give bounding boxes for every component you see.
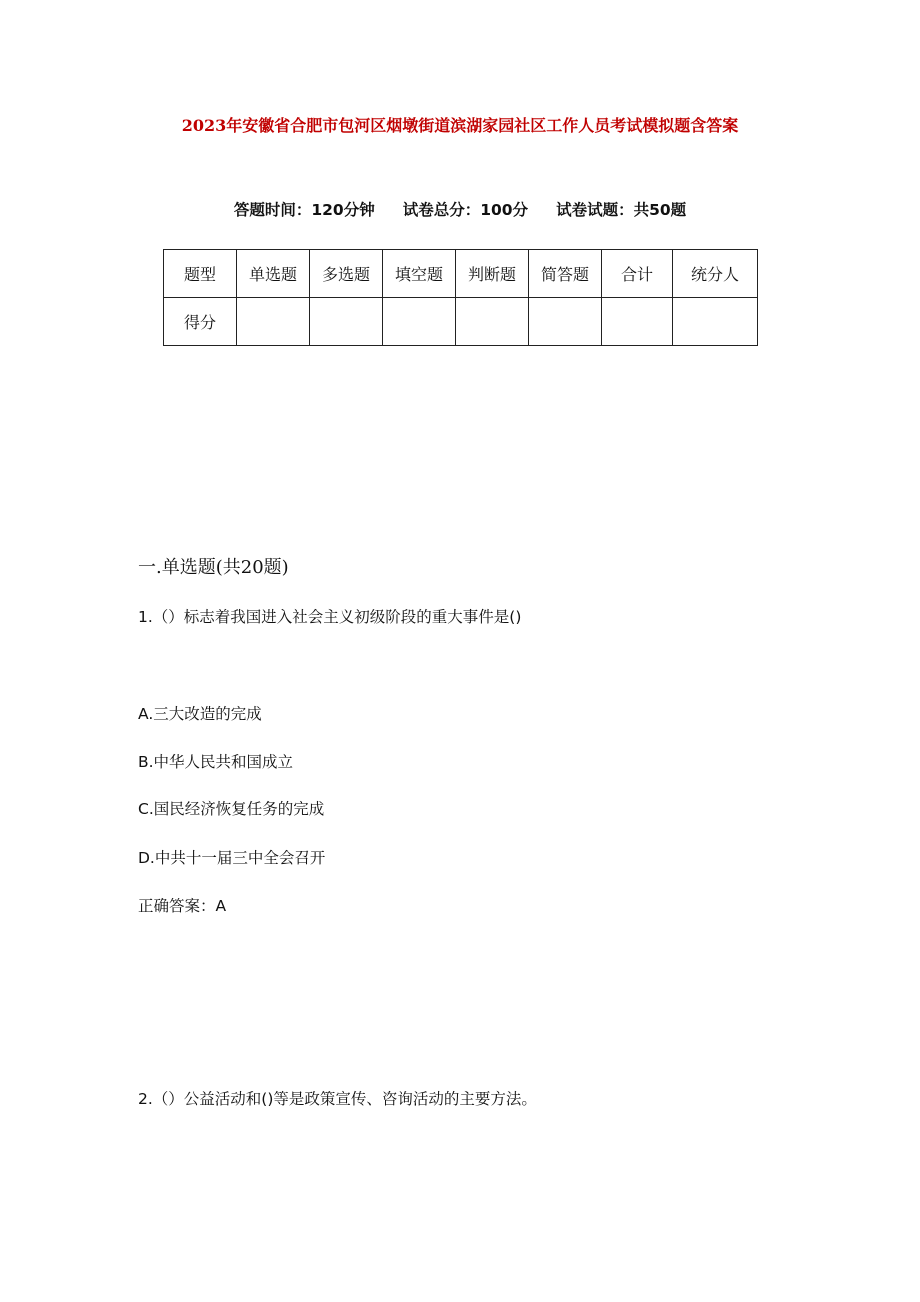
header-cell-short-answer: 简答题 <box>529 250 602 298</box>
score-table-score-row <box>164 298 758 346</box>
score-table-header-row <box>164 250 758 298</box>
question-1-option-a: A.三大改造的完成 <box>138 705 262 723</box>
score-cell <box>237 298 310 346</box>
score-cell <box>602 298 673 346</box>
score-cell <box>383 298 456 346</box>
header-cell-type: 题型 <box>164 250 237 298</box>
score-cell <box>456 298 529 346</box>
row-label-score: 得分 <box>164 298 237 346</box>
section-title: 一.单选题(共20题) <box>138 557 289 578</box>
header-cell-total: 合计 <box>602 250 673 298</box>
score-cell <box>310 298 383 346</box>
question-1-option-c: C.国民经济恢复任务的完成 <box>138 800 325 818</box>
score-cell <box>529 298 602 346</box>
header-cell-single-choice: 单选题 <box>237 250 310 298</box>
exam-question-count: 试卷试题：共50题 <box>556 201 687 219</box>
exam-meta <box>0 198 920 220</box>
header-cell-true-false: 判断题 <box>456 250 529 298</box>
score-cell <box>673 298 758 346</box>
score-table <box>163 249 758 346</box>
header-cell-multiple-choice: 多选题 <box>310 250 383 298</box>
document-title: 2023年安徽省合肥市包河区烟墩街道滨湖家园社区工作人员考试模拟题含答案 <box>181 116 739 135</box>
header-cell-fill-blank: 填空题 <box>383 250 456 298</box>
question-2-stem: 2.（）公益活动和()等是政策宣传、咨询活动的主要方法。 <box>138 1090 537 1108</box>
header-cell-scorer: 统分人 <box>673 250 758 298</box>
question-1-stem: 1.（）标志着我国进入社会主义初级阶段的重大事件是() <box>138 608 522 626</box>
exam-total-score: 试卷总分：100分 <box>402 201 529 219</box>
question-1-answer: 正确答案：A <box>138 897 227 915</box>
question-1-option-d: D.中共十一届三中全会召开 <box>138 849 326 867</box>
question-1-option-b: B.中华人民共和国成立 <box>138 753 294 771</box>
exam-time: 答题时间：120分钟 <box>233 201 375 219</box>
